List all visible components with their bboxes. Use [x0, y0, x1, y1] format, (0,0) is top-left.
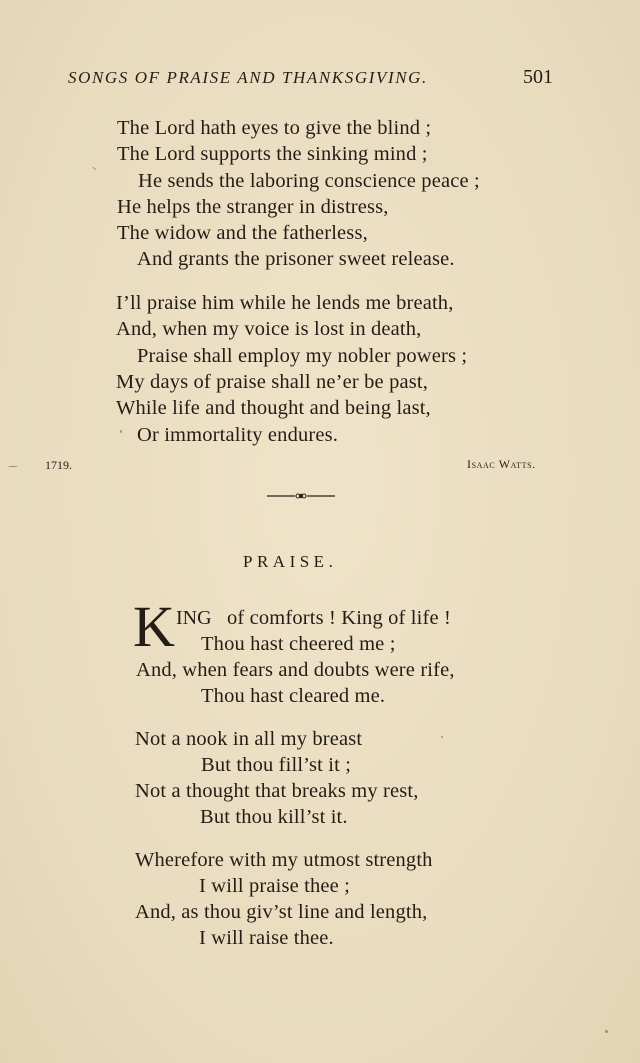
poem-line: The Lord hath eyes to give the blind ; [117, 117, 432, 139]
poem-line: Thou hast cheered me ; [201, 633, 396, 655]
paper-speck [120, 430, 122, 433]
running-head: SONGS OF PRAISE AND THANKSGIVING. [68, 68, 428, 87]
poem-line: And, as thou giv’st line and length, [135, 901, 428, 923]
poem-author: Isaac Watts. [467, 457, 536, 471]
poem-line: My days of praise shall ne’er be past, [116, 371, 428, 393]
page-number: 501 [523, 66, 553, 88]
section-divider-ornament [267, 490, 335, 502]
drop-cap: K [133, 594, 175, 659]
poem-line: And, when my voice is lost in death, [116, 318, 422, 340]
paper-speck [8, 466, 18, 467]
poem-line: Wherefore with my utmost strength [135, 849, 433, 871]
poem-line: of comforts ! King of life ! [227, 607, 451, 629]
poem-line: Thou hast cleared me. [201, 685, 386, 707]
poem-line: But thou fill’st it ; [201, 754, 352, 776]
paper-speck [441, 736, 443, 738]
poem-line: While life and thought and being last, [116, 397, 431, 419]
poem-line: I’ll praise him while he lends me breath, [116, 292, 454, 314]
poem-line: He sends the laboring conscience peace ; [138, 170, 480, 192]
poem-line: Not a nook in all my breast [135, 728, 363, 750]
paper-speck [92, 167, 97, 171]
poem-line: Not a thought that breaks my rest, [135, 780, 419, 802]
poem-title: PRAISE. [243, 552, 338, 571]
poem-line: I will praise thee ; [199, 875, 351, 897]
poem-line: He helps the stranger in distress, [117, 196, 389, 218]
poem-year: 1719. [45, 458, 72, 472]
first-word-caps: ING [176, 607, 212, 629]
poem-line: Praise shall employ my nobler powers ; [137, 345, 468, 367]
poem-line: And grants the prisoner sweet release. [137, 248, 455, 270]
poem-line: Or immortality endures. [137, 424, 339, 446]
poem-line: The widow and the fatherless, [117, 222, 368, 244]
paper-speck [605, 1030, 608, 1033]
poem-line: And, when fears and doubts were rife, [136, 659, 455, 681]
poem-line: The Lord supports the sinking mind ; [117, 143, 428, 165]
poem-line: I will raise thee. [199, 927, 334, 949]
poem-line: But thou kill’st it. [200, 806, 348, 828]
